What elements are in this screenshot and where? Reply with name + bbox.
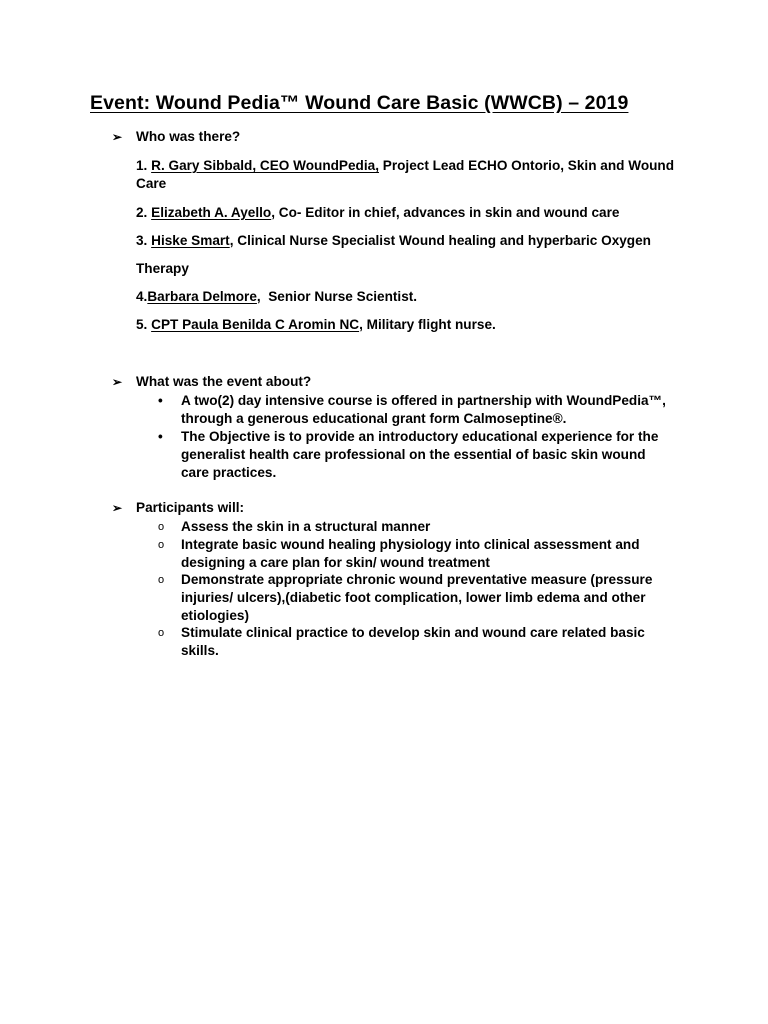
participant-item: o Demonstrate appropriate chronic wound preventative measure (pressure injuries/ ulcers),(diabetic foot complication, lower limb edema and other etiologies): [158, 572, 653, 623]
attendee-item: 2. Elizabeth A. Ayello, Co- Editor in chief, advances in skin and wound care: [136, 205, 620, 220]
bullet-dot-icon: •: [158, 429, 163, 444]
participant-item: o Assess the skin in a structural manner: [158, 519, 431, 534]
circle-bullet-icon: o: [158, 539, 165, 551]
attendee-item: 3. Hiske Smart, Clinical Nurse Specialist Wound healing and hyperbaric Oxygen: [136, 233, 651, 248]
circle-bullet-icon: o: [158, 521, 165, 533]
about-bullet-item: • The Objective is to provide an introductory educational experience for the generalist health care professional on the essential of basic skin wound care practices.: [158, 429, 659, 480]
page-title: Event: Wound Pedia™ Wound Care Basic (WWCB) – 2019: [90, 92, 629, 114]
section-heading-participants: ➢ Participants will:: [112, 500, 245, 515]
bullet-dot-icon: •: [158, 393, 163, 408]
arrow-bullet-icon: ➢: [112, 130, 123, 144]
attendee-item: 1. R. Gary Sibbald, CEO WoundPedia, Project Lead ECHO Ontorio, Skin and Wound Care: [136, 158, 675, 191]
section-heading-who: ➢ Who was there?: [112, 129, 241, 144]
attendee-item: 4.Barbara Delmore, Senior Nurse Scientist.: [136, 289, 418, 304]
participant-item: o Integrate basic wound healing physiology into clinical assessment and designing a care plan for skin/ wound treatment: [158, 537, 640, 570]
attendee-item-continuation: Therapy: [136, 261, 189, 276]
participant-item: o Stimulate clinical practice to develop skin and wound care related basic skills.: [158, 625, 645, 658]
attendee-item: 5. CPT Paula Benilda C Aromin NC, Military flight nurse.: [136, 317, 496, 332]
circle-bullet-icon: o: [158, 574, 165, 586]
about-bullet-item: • A two(2) day intensive course is offered in partnership with WoundPedia™, through a generous educational grant form Calmoseptine®.: [158, 393, 666, 426]
section-heading-about: ➢ What was the event about?: [112, 374, 312, 389]
arrow-bullet-icon: ➢: [112, 501, 123, 515]
circle-bullet-icon: o: [158, 627, 165, 639]
arrow-bullet-icon: ➢: [112, 375, 123, 389]
